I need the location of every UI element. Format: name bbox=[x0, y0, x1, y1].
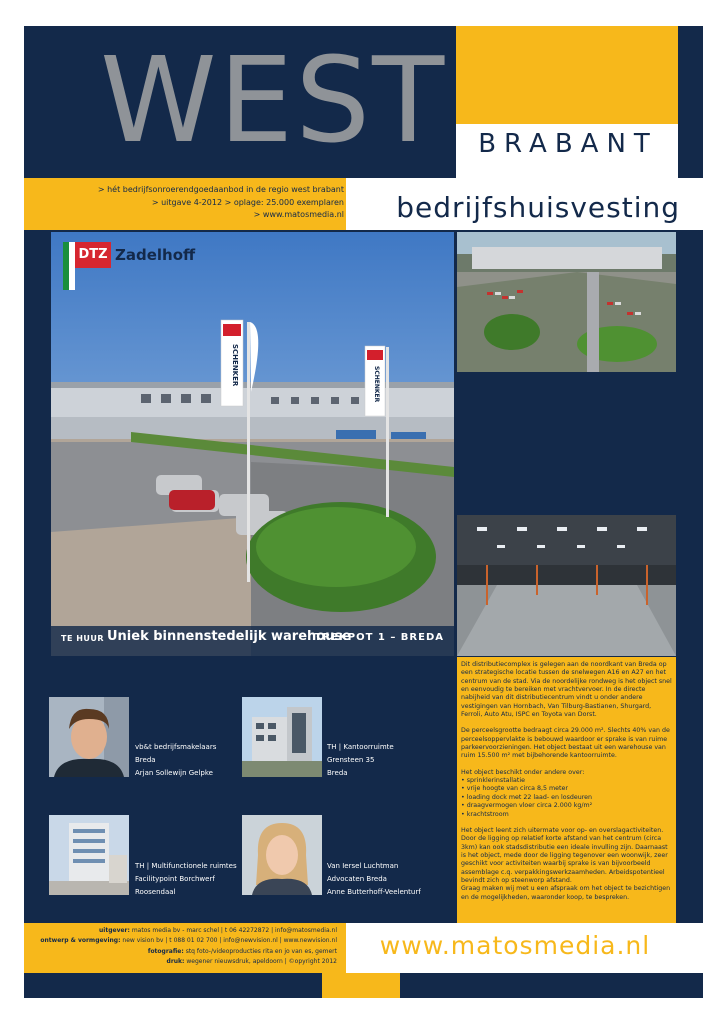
contact-line: Anne Butterhoff-Veelenturf bbox=[327, 888, 421, 896]
contact-line: TH | Multifunctionele ruimtes bbox=[135, 862, 237, 870]
features-list bbox=[461, 777, 673, 819]
description-paragraph: Dit distributiecomplex is gelegen aan de noordkant van Breda op een strategische locatie tussen de snelwegen A16 en A27 en het centrum van de stad. Via de noordelijke rondweg is het object snel en eenvoudig te bereiken met vrachtvervoer. In de directe nabijheid van dit distributiecentrum vindt u onder andere vestigingen van Hornbach, Van Tilburg-Bastianen, Shurgard, Ferroli, Auto Atu, ISPC en Toyota van Dorst. bbox=[461, 661, 672, 719]
feature-item: • sprinklerinstallatie bbox=[461, 777, 673, 785]
colophon bbox=[34, 926, 337, 968]
tagline-line: > hét bedrijfsonroerendgoedaanbod in de regio west brabant bbox=[97, 185, 344, 194]
magazine-title: WEST bbox=[100, 31, 447, 169]
main-warehouse-photo bbox=[51, 232, 454, 656]
colophon-line: druk: wegener nieuwsdruk, apeldoorn | ©opyright 2012 bbox=[166, 958, 337, 966]
description-paragraph: De perceelsgrootte bedraagt circa 29.000 m². Slechts 40% van de perceelsoppervlakte is bebouwd waardoor er sprake is van ruime parkeervoorzieningen. Het object bestaat uit een warehouse van ruim 15.500 m² met bijbehorende kantoorruimte. bbox=[461, 727, 670, 760]
contact-line: Breda bbox=[327, 769, 348, 777]
contact-line: TH | Kantoorruimte bbox=[327, 743, 394, 751]
flag-sign-text: SCHENKER bbox=[373, 366, 380, 403]
feature-item: • vrije hoogte van circa 8,5 meter bbox=[461, 785, 673, 793]
logo-initials: DTZ bbox=[75, 242, 111, 268]
feature-item: • draagvermogen vloer circa 2.000 kg/m² bbox=[461, 802, 673, 810]
tagline-line: > uitgave 4-2012 > oplage: 25.000 exemplaren bbox=[151, 197, 344, 207]
contact-photo-man bbox=[49, 697, 129, 777]
logo-name: Zadelhoff bbox=[115, 246, 196, 264]
description-paragraph: Het object leent zich uitermate voor op- en overslagactiviteiten. Door de ligging op relatief korte afstand van het centrum (circa 3km) kan ook stadsdistributie een ideale invulling zijn. Daarnaast is het object, mede door de ligging tegenover een woonwijk, zeer geschikt voor activiteiten waarbij sprake is van bijvoorbeeld assemblage c.q. verpakkingswerkzaamheden. Arbeidspotentieel bevindt zich op steenworp afstand. bbox=[461, 826, 668, 884]
description-paragraph: Graag maken wij met u een afspraak om het object te bezichtigen en de mogelijkheden, waaronder koop, te bespreken. bbox=[461, 885, 671, 901]
contact-line: Breda bbox=[135, 756, 156, 764]
colophon-line: fotografie: stq foto-/videoproducties rita en jo van es, gemert bbox=[147, 947, 337, 955]
colophon-line: uitgever: matos media bv - marc schel | t 06 42272872 | info@matosmedia.nl bbox=[99, 927, 337, 934]
contact-line: Roosendaal bbox=[135, 888, 176, 896]
website-link[interactable]: www.matosmedia.nl bbox=[379, 931, 651, 960]
colophon-line: ontwerp & vormgeving: new vision bv | t 088 01 02 700 | info@newvision.nl | www.newvision.nl bbox=[40, 937, 337, 945]
contact-photo-building bbox=[49, 815, 129, 895]
features-intro: Het object beschikt onder andere over: bbox=[461, 768, 585, 776]
feature-item: • krachtstroom bbox=[461, 811, 673, 819]
contact-line: vb&t bedrijfsmakelaars bbox=[135, 743, 217, 751]
dtz-logo bbox=[63, 242, 196, 290]
contact-card bbox=[135, 860, 237, 899]
tagline bbox=[26, 184, 344, 224]
section-title: bedrijfshuisvesting bbox=[396, 191, 680, 224]
contact-photo-office bbox=[242, 697, 322, 777]
magazine-subtitle: BRABANT bbox=[478, 129, 658, 159]
feature-title: Uniek binnenstedelijk warehouse bbox=[107, 629, 352, 644]
feature-item: • loading dock met 22 laad- en losdeuren bbox=[461, 794, 673, 802]
contact-line: Facilitypoint Borchwerf bbox=[135, 875, 215, 883]
contact-line: Van Iersel Luchtman bbox=[327, 862, 399, 870]
aerial-photo bbox=[457, 232, 676, 372]
contact-line: Arjan Sollewijn Gelpke bbox=[135, 769, 213, 777]
feature-location: TREKPOT 1 – BREDA bbox=[314, 632, 444, 643]
contact-card bbox=[327, 860, 421, 899]
contact-photo-woman bbox=[242, 815, 322, 895]
flag-sign-text: SCHENKER bbox=[231, 344, 239, 387]
tagline-line: > www.matosmedia.nl bbox=[253, 210, 344, 219]
contact-card bbox=[327, 741, 394, 780]
interior-photo bbox=[457, 515, 676, 656]
feature-caption bbox=[51, 626, 454, 656]
contact-line: Grensteen 35 bbox=[327, 756, 375, 764]
description-text bbox=[461, 661, 673, 921]
footer-gold-block bbox=[322, 973, 400, 998]
listing-type-label: TE HUUR bbox=[61, 634, 105, 643]
contact-card bbox=[135, 741, 216, 780]
contact-line: Advocaten Breda bbox=[327, 875, 387, 883]
